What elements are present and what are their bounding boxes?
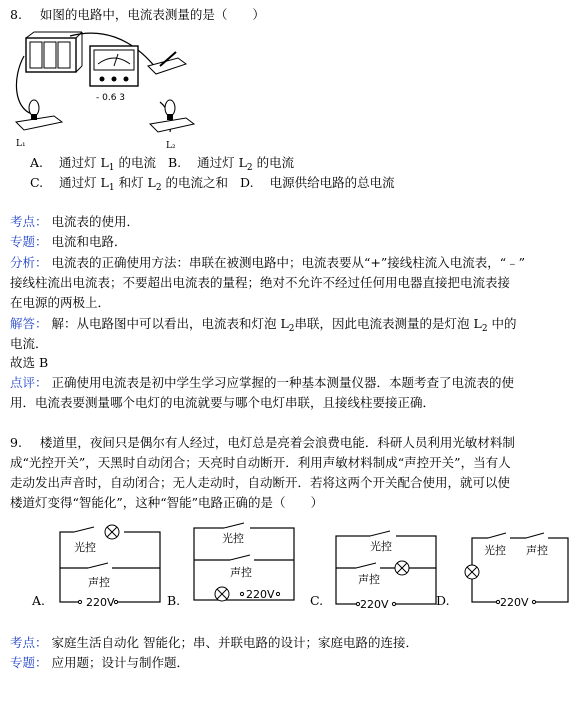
q8-circuit-figure bbox=[10, 28, 205, 150]
fenxi-text-3: 在电源的两极上． bbox=[10, 295, 111, 310]
q8-zhuanti-line bbox=[10, 233, 127, 251]
q8-stem: 如图的电路中，电流表测量的是（ ） bbox=[39, 7, 265, 22]
lamp-l1-label: L₁ bbox=[16, 139, 26, 149]
lamp-l2-label: L₂ bbox=[166, 141, 176, 151]
circuit-a-label: A. bbox=[32, 593, 46, 608]
option-b-label: B. bbox=[167, 155, 182, 170]
q8-stem-line bbox=[10, 6, 265, 24]
q9-stem-2: 成“光控开关”，天黑时自动闭合；天亮时自动断开．利用声敏材料制成“声控开关”，当有人 bbox=[10, 455, 511, 470]
circuit-b-label: B. bbox=[167, 593, 181, 608]
option-b-text: 通过灯 $L_2$ 的电流 bbox=[197, 155, 295, 173]
option-c-text: 通过灯 $L_1$ 和灯 $L_2$ 的电流之和 bbox=[59, 175, 229, 193]
q9-zhuanti-line bbox=[10, 654, 189, 672]
circuit-a-diagram bbox=[54, 524, 164, 608]
light-switch-label: 光控 bbox=[484, 544, 506, 557]
zhuanti-text: 电流和电路． bbox=[51, 234, 127, 249]
sound-switch-label: 声控 bbox=[230, 566, 252, 579]
q8-dianping-line-1 bbox=[10, 374, 514, 392]
q9-kaodian-line bbox=[10, 634, 418, 652]
ammeter-terminal-labels: - 0.6 3 bbox=[96, 93, 126, 103]
q9-stem-4: 楼道灯变得“智能化”，这种“智能”电路正确的是（ ） bbox=[10, 495, 324, 510]
voltage-label: 220V bbox=[246, 588, 275, 601]
circuit-d-diagram bbox=[460, 526, 572, 610]
q8-options-cd bbox=[30, 174, 395, 197]
zhuanti-label: 专题： bbox=[10, 234, 48, 249]
q8-jieda-line-1 bbox=[10, 315, 517, 338]
switch-icon bbox=[148, 52, 186, 74]
kaodian-text: 家庭生活自动化 智能化；串、并联电路的设计；家庭电路的连接． bbox=[51, 635, 418, 650]
circuit-c-label: C. bbox=[310, 593, 324, 608]
sound-switch-label: 声控 bbox=[88, 576, 110, 589]
battery-icon bbox=[26, 32, 82, 72]
answer-line: 故选 B bbox=[10, 355, 49, 370]
lamp-l1-icon bbox=[16, 100, 62, 130]
q9-stem-3: 走动发出声音时，自动闭合；无人走动时，自动断开．若将这两个开关配合使用，就可以使 bbox=[10, 475, 511, 490]
jieda-text-1: 解：从电路图中可以看出，电流表和灯泡 $L_2$串联，因此电流表测量的是灯泡 $L_2$ 中的 bbox=[51, 316, 517, 334]
q8-kaodian-line bbox=[10, 213, 139, 231]
zhuanti-text: 应用题；设计与制作题． bbox=[51, 655, 190, 670]
q9-stem-1: 楼道里，夜间只是偶尔有人经过，电灯总是亮着会浪费电能．科研人员利用光敏材料制 bbox=[39, 435, 515, 450]
voltage-label: 220V bbox=[86, 596, 115, 609]
circuit-d-label: D. bbox=[436, 593, 450, 608]
kaodian-label: 考点： bbox=[10, 635, 48, 650]
light-switch-label: 光控 bbox=[74, 541, 96, 554]
option-a-text: 通过灯 $L_1$ 的电流 bbox=[59, 155, 156, 173]
dianping-label: 点评： bbox=[10, 375, 48, 390]
dianping-text-1: 正确使用电流表是初中学生学习应掌握的一种基本测量仪器．本题考查了电流表的使 bbox=[51, 375, 515, 390]
sound-switch-label: 声控 bbox=[526, 544, 548, 557]
circuit-c-diagram bbox=[332, 530, 442, 610]
sound-switch-label: 声控 bbox=[358, 573, 380, 586]
fenxi-text-1: 电流表的正确使用方法：串联在被测电路中；电流表要从“+”接线柱流入电流表，“﹣” bbox=[51, 255, 526, 270]
kaodian-label: 考点： bbox=[10, 214, 48, 229]
q9-number: 9. bbox=[10, 435, 22, 450]
option-d-text: 电源供给电路的总电流 bbox=[269, 175, 395, 190]
option-c-label: C. bbox=[30, 175, 44, 190]
ammeter-icon bbox=[90, 46, 138, 86]
kaodian-text: 电流表的使用． bbox=[51, 214, 140, 229]
fenxi-text-2: 接线柱流出电流表；不要超出电流表的量程；绝对不允许不经过任何用电器直接把电流表接 bbox=[10, 275, 511, 290]
option-a-label: A. bbox=[30, 155, 44, 170]
fenxi-label: 分析： bbox=[10, 255, 48, 270]
option-d-label: D. bbox=[240, 175, 254, 190]
light-switch-label: 光控 bbox=[222, 532, 244, 545]
voltage-label: 220V bbox=[500, 596, 529, 609]
zhuanti-label: 专题： bbox=[10, 655, 48, 670]
dianping-text-2: 用．电流表要测量哪个电灯的电流就要与哪个电灯串联，且接线柱要接正确． bbox=[10, 395, 436, 410]
lamp-l2-icon bbox=[150, 100, 194, 132]
q9-stem-line-1 bbox=[10, 434, 515, 452]
q8-number: 8. bbox=[10, 7, 22, 22]
jieda-label: 解答： bbox=[10, 316, 48, 331]
light-switch-label: 光控 bbox=[370, 540, 392, 553]
q8-fenxi-line-1 bbox=[10, 254, 525, 272]
jieda-text-2: 电流． bbox=[10, 336, 48, 351]
circuit-b-diagram bbox=[190, 524, 300, 608]
voltage-label: 220V bbox=[360, 598, 389, 611]
